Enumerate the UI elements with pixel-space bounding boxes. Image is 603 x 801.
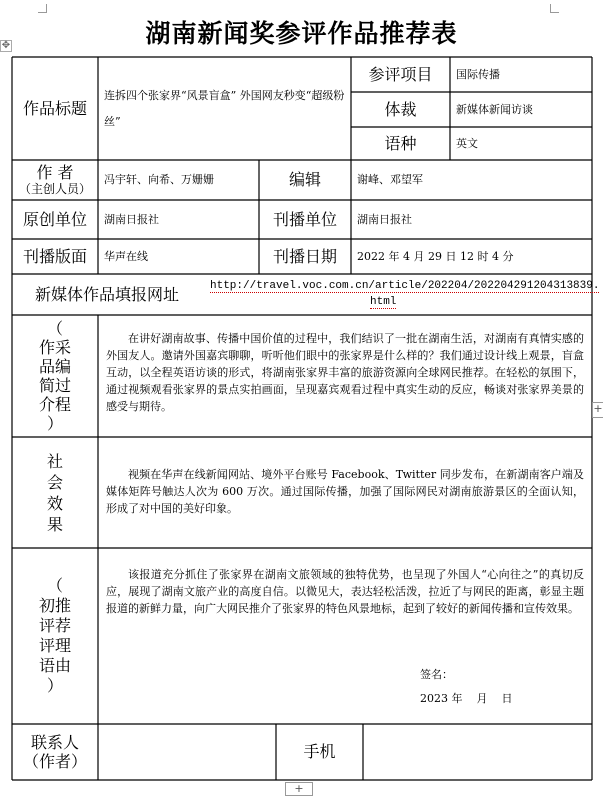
work-title-text: 连拆四个张家界“风景盲盒” 外国网友秒变“超级粉丝” — [104, 88, 345, 128]
publish-date-value: 2022 年 4 月 29 日 12 时 4 分 — [357, 249, 514, 263]
category-value: 国际传播 — [456, 67, 500, 81]
label-contact-sub: （作者） — [22, 752, 87, 771]
label-review-line: 初推 — [38, 596, 71, 615]
contact-value[interactable] — [98, 724, 276, 780]
label-review-line: 评荐 — [38, 616, 71, 635]
label-effect-line: 会 — [46, 472, 63, 492]
label-review-line: 评理 — [38, 636, 71, 655]
label-effect-line: 效 — [46, 493, 63, 513]
label-origin-unit: 原创单位 — [22, 209, 87, 229]
url-line-1: http://travel.voc.com.cn/article/202204/202204291204313839. — [210, 280, 600, 292]
signature-label: 签名： — [420, 668, 453, 681]
add-column-button[interactable]: + — [592, 402, 603, 418]
work-title-value — [98, 57, 351, 160]
label-intro-line: （ — [46, 319, 63, 338]
label-url: 新媒体作品填报网址 — [34, 284, 179, 304]
page-corner-mark-left — [38, 4, 47, 13]
section-value: 华声在线 — [104, 249, 148, 263]
label-author-sub: （主创人员） — [18, 181, 91, 196]
genre-value: 新媒体新闻访谈 — [456, 102, 533, 116]
label-category: 参评项目 — [368, 64, 433, 84]
label-editor: 编辑 — [288, 170, 321, 189]
label-genre: 体裁 — [384, 99, 417, 119]
authors-value: 冯宇轩、向希、万姗姗 — [104, 173, 214, 186]
add-row-button[interactable]: + — [285, 782, 313, 796]
label-intro-line: 介程 — [38, 395, 71, 414]
label-phone: 手机 — [303, 742, 336, 761]
label-effect-line: 果 — [46, 514, 63, 534]
label-intro-line: 品编 — [38, 357, 71, 376]
language-value: 英文 — [456, 136, 478, 150]
url-line-2: html — [370, 296, 397, 308]
table-move-handle-icon[interactable]: ✥ — [1, 40, 11, 51]
label-contact-main: 联系人 — [30, 733, 79, 752]
label-intro-line: 简过 — [38, 376, 71, 395]
origin-unit-value: 湖南日报社 — [104, 212, 159, 226]
label-intro-line: 作采 — [38, 338, 71, 357]
url-value[interactable] — [210, 278, 600, 310]
label-review-line: （ — [46, 576, 63, 595]
label-work-title: 作品标题 — [22, 98, 87, 118]
label-publisher-unit: 刊播单位 — [272, 209, 337, 229]
document-title: 湖南新闻奖参评作品推荐表 — [145, 19, 458, 48]
label-author — [12, 160, 98, 200]
label-review-line: 语由 — [38, 656, 71, 675]
page-corner-mark-right — [550, 4, 559, 13]
phone-value[interactable] — [363, 724, 592, 780]
label-review — [12, 548, 98, 724]
label-social-effect — [12, 437, 98, 548]
signature-date: 2023 年 月 日 — [420, 692, 513, 705]
label-author-main: 作 者 — [36, 162, 74, 182]
social-effect-text: 视频在华声在线新闻网站、境外平台账号 Facebook、Twitter 同步发布，在新湖南客户端及媒体矩阵号触达人次为 600 万次。通过国际传播，加强了国际网民对湖南旅游景区的全面认知，形成了对中国的美好印象。 — [106, 468, 584, 515]
intro-text: 在讲好湖南故事、传播中国价值的过程中，我们结识了一批在湖南生活，对湖南有真情实感的外国友人。邀请外国嘉宾聊聊，听听他们眼中的张家界是什么样的？我们通过设计线上观景，盲盒互动，以全程英语访谈的形式，将湖南张家界丰富的旅游资源向全球网民推荐。在轻松的氛围下，通过视频观看张家界的景点实拍画面，呈现嘉宾观看过程中真实生动的反应，畅谈对张家界美景的感受与期待。 — [106, 332, 584, 413]
label-effect-line: 社 — [46, 451, 63, 471]
editors-value: 谢峰、邓望军 — [357, 173, 423, 186]
review-text: 该报道充分抓住了张家界在湖南文旅领域的独特优势，也呈现了外国人“心向往之”的真切反应，展现了湖南文旅产业的高度自信。以微见大，表达轻松活泼，拉近了与网民的距离，彰显主题报道的新鲜力量，向广大网民推介了张家界的特色风景地标，起到了较好的新闻传播和宣传效果。 — [106, 568, 584, 615]
label-contact — [12, 724, 98, 780]
label-publish-date: 刊播日期 — [272, 246, 337, 266]
label-review-line: ） — [46, 676, 63, 695]
label-language: 语种 — [384, 133, 417, 153]
label-intro — [12, 315, 98, 437]
label-section: 刊播版面 — [22, 246, 87, 266]
publisher-unit-value: 湖南日报社 — [357, 212, 412, 226]
label-intro-line: ） — [46, 414, 63, 433]
